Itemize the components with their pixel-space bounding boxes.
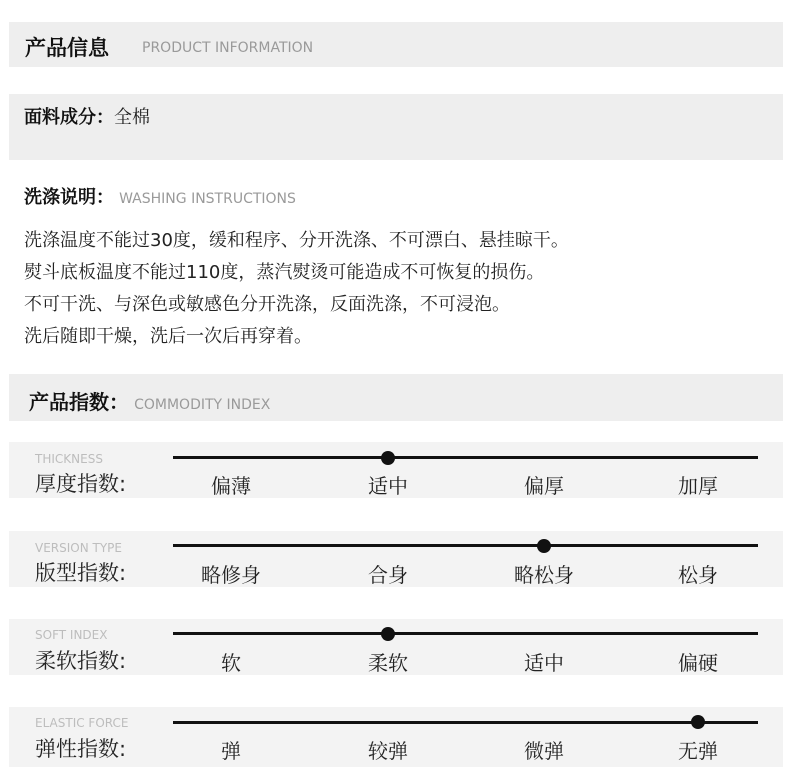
index-option: 适中 bbox=[524, 651, 564, 675]
index-option: 合身 bbox=[368, 563, 408, 587]
index-option: 弹 bbox=[221, 739, 241, 763]
index-row-en-label: ELASTIC FORCE bbox=[35, 716, 129, 730]
index-scale-line bbox=[173, 632, 758, 635]
commodity-index-header bbox=[9, 374, 783, 421]
washing-line: 洗涤温度不能过30度，缓和程序、分开洗涤、不可漂白、悬挂晾干。 bbox=[24, 230, 569, 251]
index-row-label: 厚度指数: bbox=[35, 472, 127, 496]
index-scale-line bbox=[173, 544, 758, 547]
index-option: 偏厚 bbox=[524, 474, 564, 498]
index-option: 无弹 bbox=[678, 739, 718, 763]
index-selected-dot bbox=[381, 627, 395, 641]
commodity-index-heading bbox=[29, 386, 270, 415]
index-option: 较弹 bbox=[368, 739, 408, 763]
fabric-line bbox=[24, 103, 150, 129]
product-info-header bbox=[9, 22, 783, 67]
index-selected-dot bbox=[691, 715, 705, 729]
washing-subtitle: WASHING INSTRUCTIONS bbox=[119, 191, 296, 207]
washing-title: 洗涤说明 bbox=[24, 187, 96, 208]
product-info-title: 产品信息 bbox=[25, 36, 109, 60]
commodity-index-colon: ： bbox=[109, 390, 129, 414]
fabric-section bbox=[9, 94, 783, 160]
washing-line: 洗后随即干燥，洗后一次后再穿着。 bbox=[24, 326, 312, 347]
index-option: 适中 bbox=[368, 474, 408, 498]
index-scale-line bbox=[173, 721, 758, 724]
fabric-label: 面料成分 bbox=[24, 107, 96, 128]
washing-header bbox=[24, 183, 296, 209]
index-option: 偏硬 bbox=[678, 651, 718, 675]
index-selected-dot bbox=[537, 539, 551, 553]
index-row-label: 版型指数: bbox=[35, 561, 127, 585]
index-option: 软 bbox=[221, 651, 241, 675]
fabric-value: 全棉 bbox=[114, 107, 150, 128]
commodity-index-subtitle: COMMODITY INDEX bbox=[134, 397, 271, 413]
index-option: 加厚 bbox=[678, 474, 718, 498]
index-row-en-label: THICKNESS bbox=[35, 452, 103, 466]
index-row-label: 弹性指数: bbox=[35, 737, 127, 761]
index-row-en-label: SOFT INDEX bbox=[35, 628, 108, 642]
product-info-subtitle: PRODUCT INFORMATION bbox=[142, 40, 314, 56]
index-row-en-label: VERSION TYPE bbox=[35, 541, 122, 555]
fabric-colon: ： bbox=[96, 107, 114, 128]
index-row-label: 柔软指数: bbox=[35, 649, 127, 673]
index-option: 偏薄 bbox=[211, 474, 251, 498]
washing-line: 熨斗底板温度不能过110度，蒸汽熨烫可能造成不可恢复的损伤。 bbox=[24, 262, 545, 283]
washing-colon: ： bbox=[96, 187, 114, 208]
index-selected-dot bbox=[381, 451, 395, 465]
washing-line: 不可干洗、与深色或敏感色分开洗涤，反面洗涤，不可浸泡。 bbox=[24, 294, 510, 315]
index-option: 略松身 bbox=[514, 563, 574, 587]
index-option: 略修身 bbox=[201, 563, 261, 587]
index-option: 微弹 bbox=[524, 739, 564, 763]
index-scale-line bbox=[173, 456, 758, 459]
index-option: 柔软 bbox=[368, 651, 408, 675]
index-option: 松身 bbox=[678, 563, 718, 587]
commodity-index-title: 产品指数 bbox=[29, 390, 109, 414]
